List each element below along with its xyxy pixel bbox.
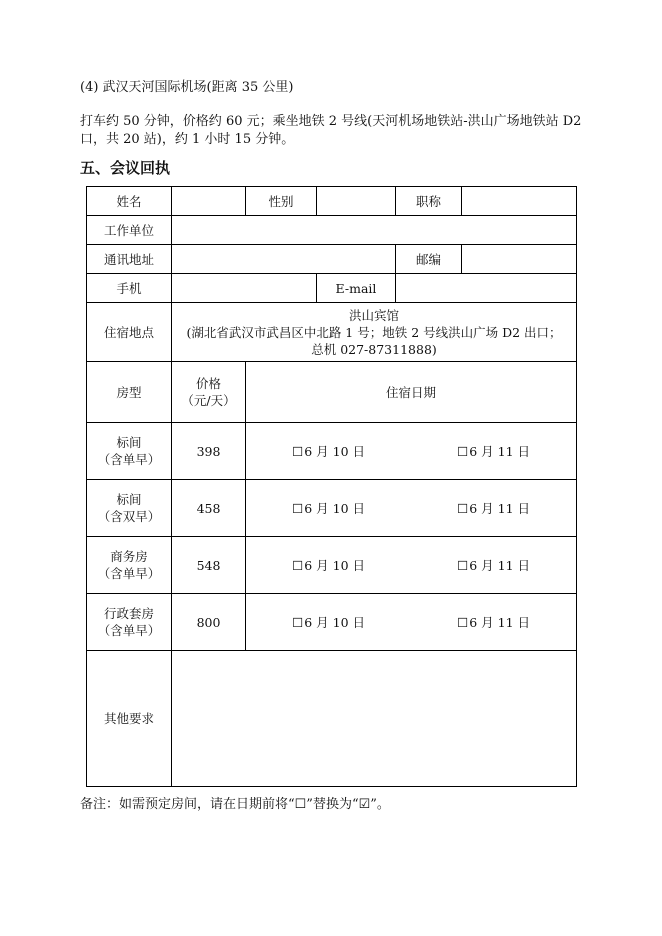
checkbox-icon[interactable]: ☐ [292,557,304,573]
transport-desc-line2: 口，共 20 站)，约 1 小时 15 分钟。 [80,132,295,147]
email-label: E-mail [317,274,396,303]
other-requests-label: 其他要求 [87,651,172,787]
checkbox-icon[interactable]: ☐ [292,443,304,459]
room-price: 800 [172,594,246,651]
footnote: 备注：如需预定房间，请在日期前将“☐”替换为“☑”。 [80,797,390,812]
job-title-label: 职称 [396,187,462,216]
room-price: 548 [172,537,246,594]
hotel-name: 洪山宾馆 [348,307,399,323]
checkbox-icon[interactable]: ☐ [292,500,304,516]
date-option-june-11[interactable] [457,557,530,574]
date-option-june-10[interactable] [292,500,365,517]
checkbox-icon[interactable]: ☐ [457,557,469,573]
transport-desc-line1: 打车约 50 分钟，价格约 60 元；乘坐地铁 2 号线(天河机场地铁站-洪山广场地铁站 D2 [80,114,582,129]
address-label: 通讯地址 [87,245,172,274]
room-breakfast: （含单早） [97,623,161,638]
room-breakfast: （含单早） [97,566,161,581]
date-label: 6 月 10 日 [304,443,365,459]
row-name-gender-title [87,187,577,216]
room-dates-cell [246,594,577,651]
job-title-field[interactable] [462,187,577,216]
date-option-june-11[interactable] [457,614,530,631]
room-row [87,594,577,651]
transport-item-title: (4) 武汉天河国际机场(距离 35 公里) [80,80,294,95]
date-label: 6 月 11 日 [469,557,530,573]
date-label: 6 月 11 日 [469,614,530,630]
room-breakfast: （含单早） [97,452,161,467]
section-title: 五、会议回执 [80,159,171,177]
hotel-phone: 总机 027-87311888) [311,341,437,357]
email-field[interactable] [396,274,577,303]
room-name: 行政套房 [103,606,154,621]
room-price: 458 [172,480,246,537]
room-name: 标间 [116,435,142,450]
row-work-unit [87,216,577,245]
date-option-june-10[interactable] [292,557,365,574]
date-label: 6 月 11 日 [469,500,530,516]
date-option-june-10[interactable] [292,614,365,631]
row-room-header [87,362,577,423]
date-label: 6 月 10 日 [304,557,365,573]
room-breakfast: （含双早） [97,509,161,524]
mobile-label: 手机 [87,274,172,303]
row-mobile-email [87,274,577,303]
room-type-label: 房型 [87,362,172,423]
room-type-cell [87,480,172,537]
room-row [87,423,577,480]
date-option-june-10[interactable] [292,443,365,460]
room-name: 商务房 [110,549,148,564]
room-row [87,537,577,594]
name-label: 姓名 [87,187,172,216]
hotel-info [172,303,577,362]
room-type-cell [87,594,172,651]
row-accommodation [87,303,577,362]
checkbox-icon[interactable]: ☐ [292,614,304,630]
date-option-june-11[interactable] [457,500,530,517]
date-label: 6 月 10 日 [304,614,365,630]
hotel-address: (湖北省武汉市武昌区中北路 1 号；地铁 2 号线洪山广场 D2 出口； [186,324,562,340]
room-name: 标间 [116,492,142,507]
date-label: 6 月 11 日 [469,443,530,459]
gender-label: 性别 [246,187,317,216]
room-row [87,480,577,537]
row-other-requests [87,651,577,787]
price-label-line2: （元/天） [181,393,236,408]
stay-dates-label: 住宿日期 [246,362,577,423]
receipt-form-table [86,186,577,787]
room-price: 398 [172,423,246,480]
work-unit-field[interactable] [172,216,577,245]
name-field[interactable] [172,187,246,216]
room-type-cell [87,423,172,480]
room-type-cell [87,537,172,594]
row-address [87,245,577,274]
room-dates-cell [246,537,577,594]
address-field[interactable] [172,245,396,274]
postcode-label: 邮编 [396,245,462,274]
checkbox-icon[interactable]: ☐ [457,500,469,516]
postcode-field[interactable] [462,245,577,274]
room-dates-cell [246,480,577,537]
work-unit-label: 工作单位 [87,216,172,245]
checkbox-icon[interactable]: ☐ [457,443,469,459]
price-label-line1: 价格 [195,376,221,391]
checkbox-icon[interactable]: ☐ [457,614,469,630]
price-label [172,362,246,423]
gender-field[interactable] [317,187,396,216]
date-label: 6 月 10 日 [304,500,365,516]
other-requests-field[interactable] [172,651,577,787]
accommodation-label: 住宿地点 [87,303,172,362]
date-option-june-11[interactable] [457,443,530,460]
room-dates-cell [246,423,577,480]
mobile-field[interactable] [172,274,317,303]
